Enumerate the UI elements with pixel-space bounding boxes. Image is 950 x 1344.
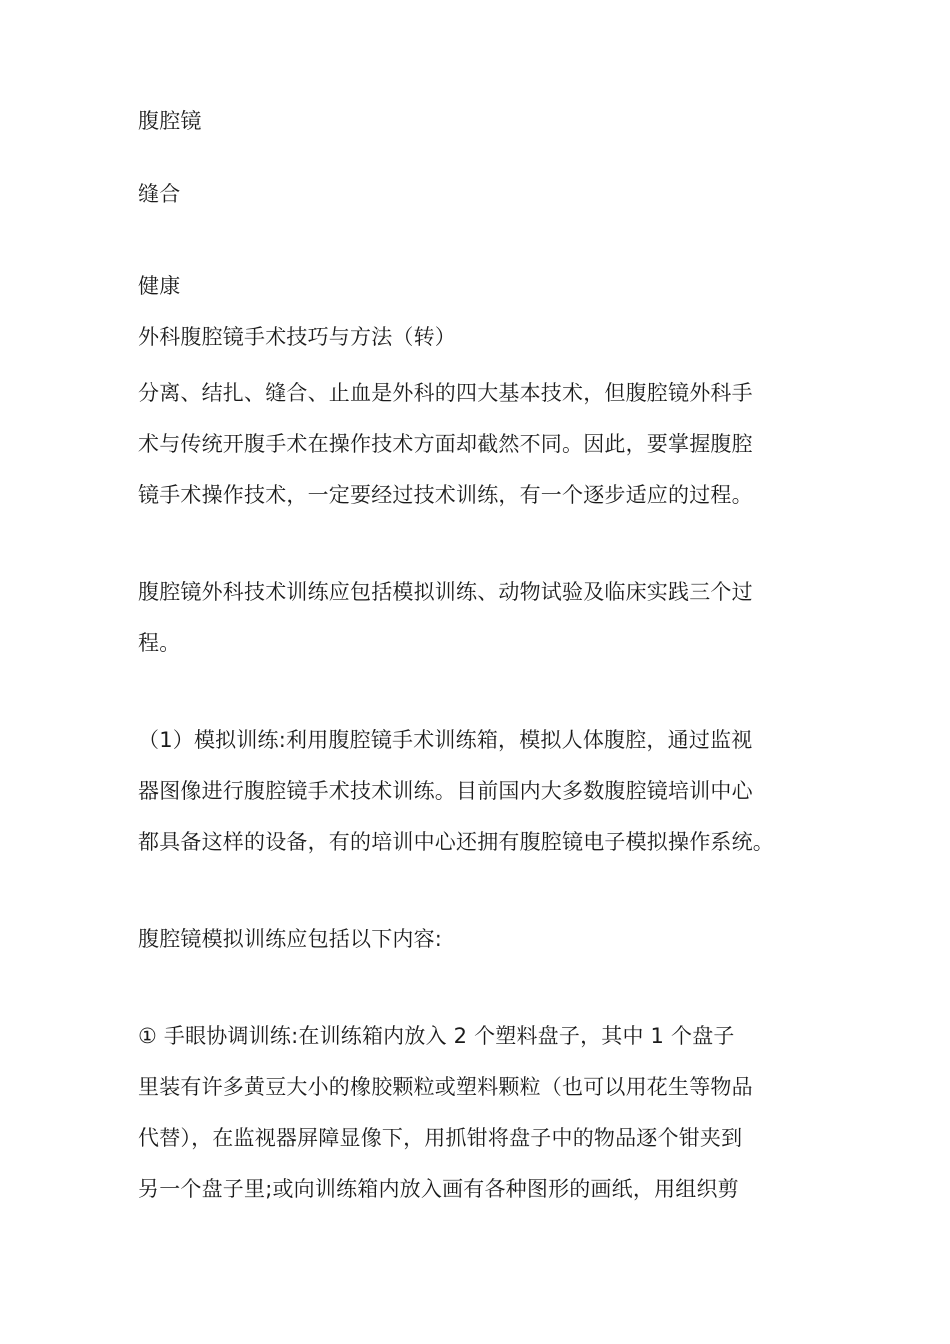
keyword-laparoscope: 腹腔镜: [138, 109, 202, 133]
paragraph-line: 程。: [138, 631, 181, 655]
paragraph-line: ① 手眼协调训练:在训练箱内放入 2 个塑料盘子，其中 1 个盘子: [138, 1024, 735, 1048]
paragraph-line: 腹腔镜模拟训练应包括以下内容:: [138, 927, 443, 951]
paragraph-line: 另一个盘子里;或向训练箱内放入画有各种图形的画纸，用组织剪: [138, 1177, 739, 1201]
paragraph-line: 里装有许多黄豆大小的橡胶颗粒或塑料颗粒（也可以用花生等物品: [138, 1075, 753, 1099]
paragraph-line: 镜手术操作技术，一定要经过技术训练，有一个逐步适应的过程。: [138, 483, 753, 507]
paragraph-line: 分离、结扎、缝合、止血是外科的四大基本技术，但腹腔镜外科手: [138, 381, 753, 405]
keyword-health: 健康: [138, 274, 181, 298]
paragraph-line: （1）模拟训练:利用腹腔镜手术训练箱，模拟人体腹腔，通过监视: [138, 728, 753, 752]
paragraph-line: 术与传统开腹手术在操作技术方面却截然不同。因此，要掌握腹腔: [138, 432, 753, 456]
document-title: 外科腹腔镜手术技巧与方法（转）: [138, 325, 456, 349]
keyword-suture: 缝合: [138, 182, 181, 206]
paragraph-line: 器图像进行腹腔镜手术技术训练。目前国内大多数腹腔镜培训中心: [138, 779, 753, 803]
paragraph-line: 都具备这样的设备，有的培训中心还拥有腹腔镜电子模拟操作系统。: [138, 830, 774, 854]
paragraph-line: 代替），在监视器屏障显像下，用抓钳将盘子中的物品逐个钳夹到: [138, 1126, 743, 1150]
paragraph-line: 腹腔镜外科技术训练应包括模拟训练、动物试验及临床实践三个过: [138, 580, 753, 604]
